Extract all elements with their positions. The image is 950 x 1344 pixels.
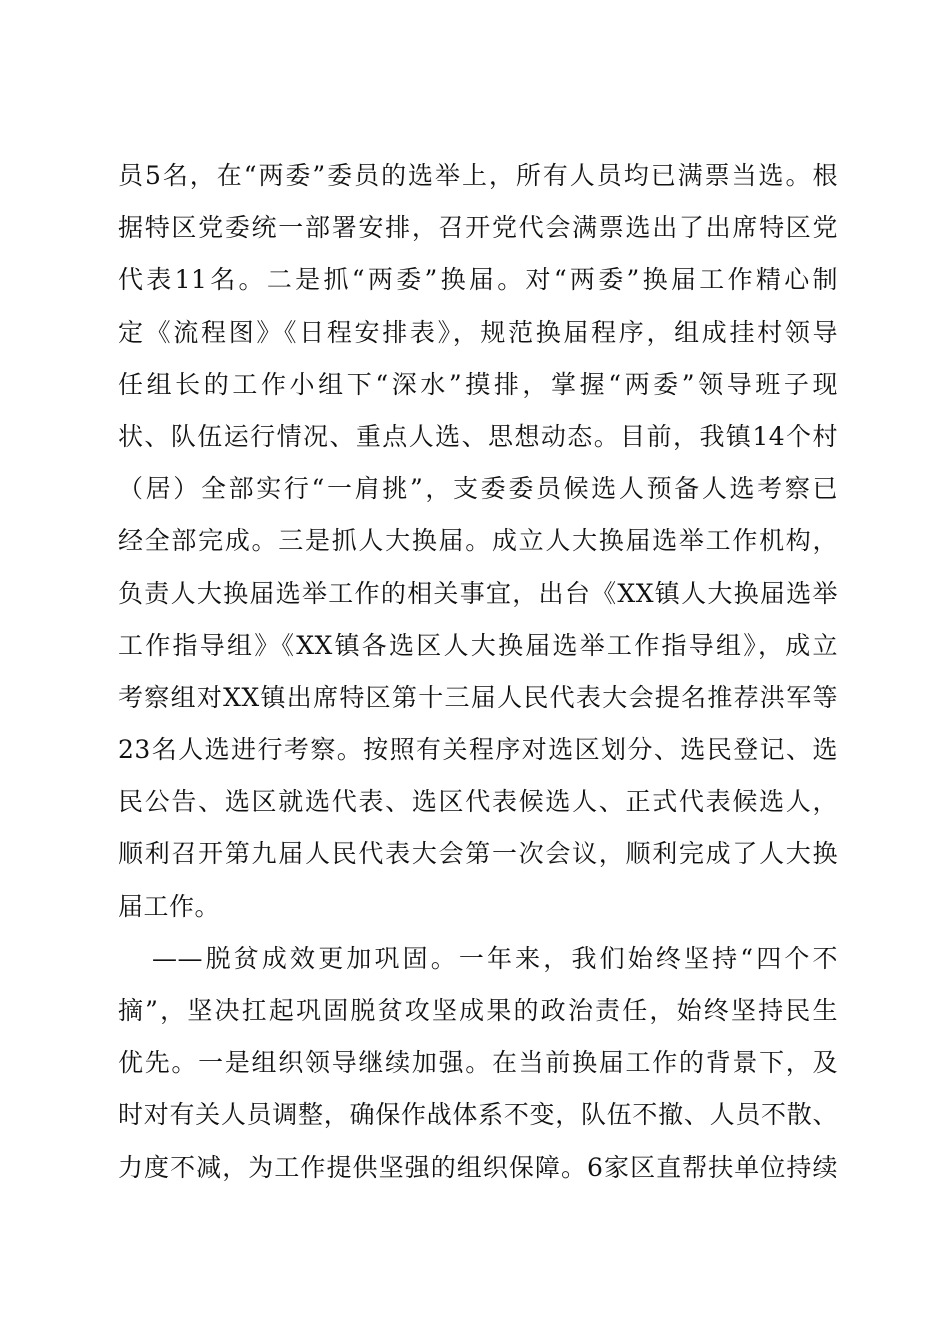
text-line: ——脱贫成效更加巩固。一年来，我们始终坚持“四个不 <box>152 943 838 973</box>
text-line: 负责人大换届选举工作的相关事宜，出台《XX镇人大换届选举 <box>118 578 838 608</box>
text-line: 状、队伍运行情况、重点人选、思想动态。目前，我镇14个村 <box>118 421 838 451</box>
text-line: 民公告、选区就选代表、选区代表候选人、正式代表候选人， <box>118 787 838 817</box>
text-line: 顺利召开第九届人民代表大会第一次会议，顺利完成了人大换 <box>118 839 838 869</box>
text-line: 定《流程图》《日程安排表》，规范换届程序，组成挂村领导 <box>118 317 838 347</box>
text-line: 23名人选进行考察。按照有关程序对选区划分、选民登记、选 <box>118 735 838 765</box>
text-line: 任组长的工作小组下“深水”摸排，掌握“两委”领导班子现 <box>118 369 838 399</box>
text-line: （居）全部实行“一肩挑”，支委委员候选人预备人选考察已 <box>118 474 838 504</box>
text-line: 代表11名。二是抓“两委”换届。对“两委”换届工作精心制 <box>118 265 838 295</box>
text-line: 员5名，在“两委”委员的选举上，所有人员均已满票当选。根 <box>118 161 838 190</box>
text-line: 考察组对XX镇出席特区第十三届人民代表大会提名推荐洪军等 <box>118 682 838 712</box>
text-line: 摘”，坚决扛起巩固脱贫攻坚成果的政治责任，始终坚持民生 <box>118 996 838 1025</box>
text-line: 工作指导组》《XX镇各选区人大换届选举工作指导组》，成立 <box>118 630 838 660</box>
text-line: 据特区党委统一部署安排，召开党代会满票选出了出席特区党 <box>118 213 838 243</box>
text-line: 力度不减，为工作提供坚强的组织保障。6家区直帮扶单位持续 <box>118 1152 838 1182</box>
text-line: 经全部完成。三是抓人大换届。成立人大换届选举工作机构， <box>118 526 838 556</box>
text-line: 时对有关人员调整，确保作战体系不变，队伍不撤、人员不散、 <box>118 1100 838 1130</box>
text-line: 优先。一是组织领导继续加强。在当前换届工作的背景下，及 <box>118 1048 838 1078</box>
text-line: 届工作。 <box>118 891 221 921</box>
body-text <box>118 150 838 1194</box>
